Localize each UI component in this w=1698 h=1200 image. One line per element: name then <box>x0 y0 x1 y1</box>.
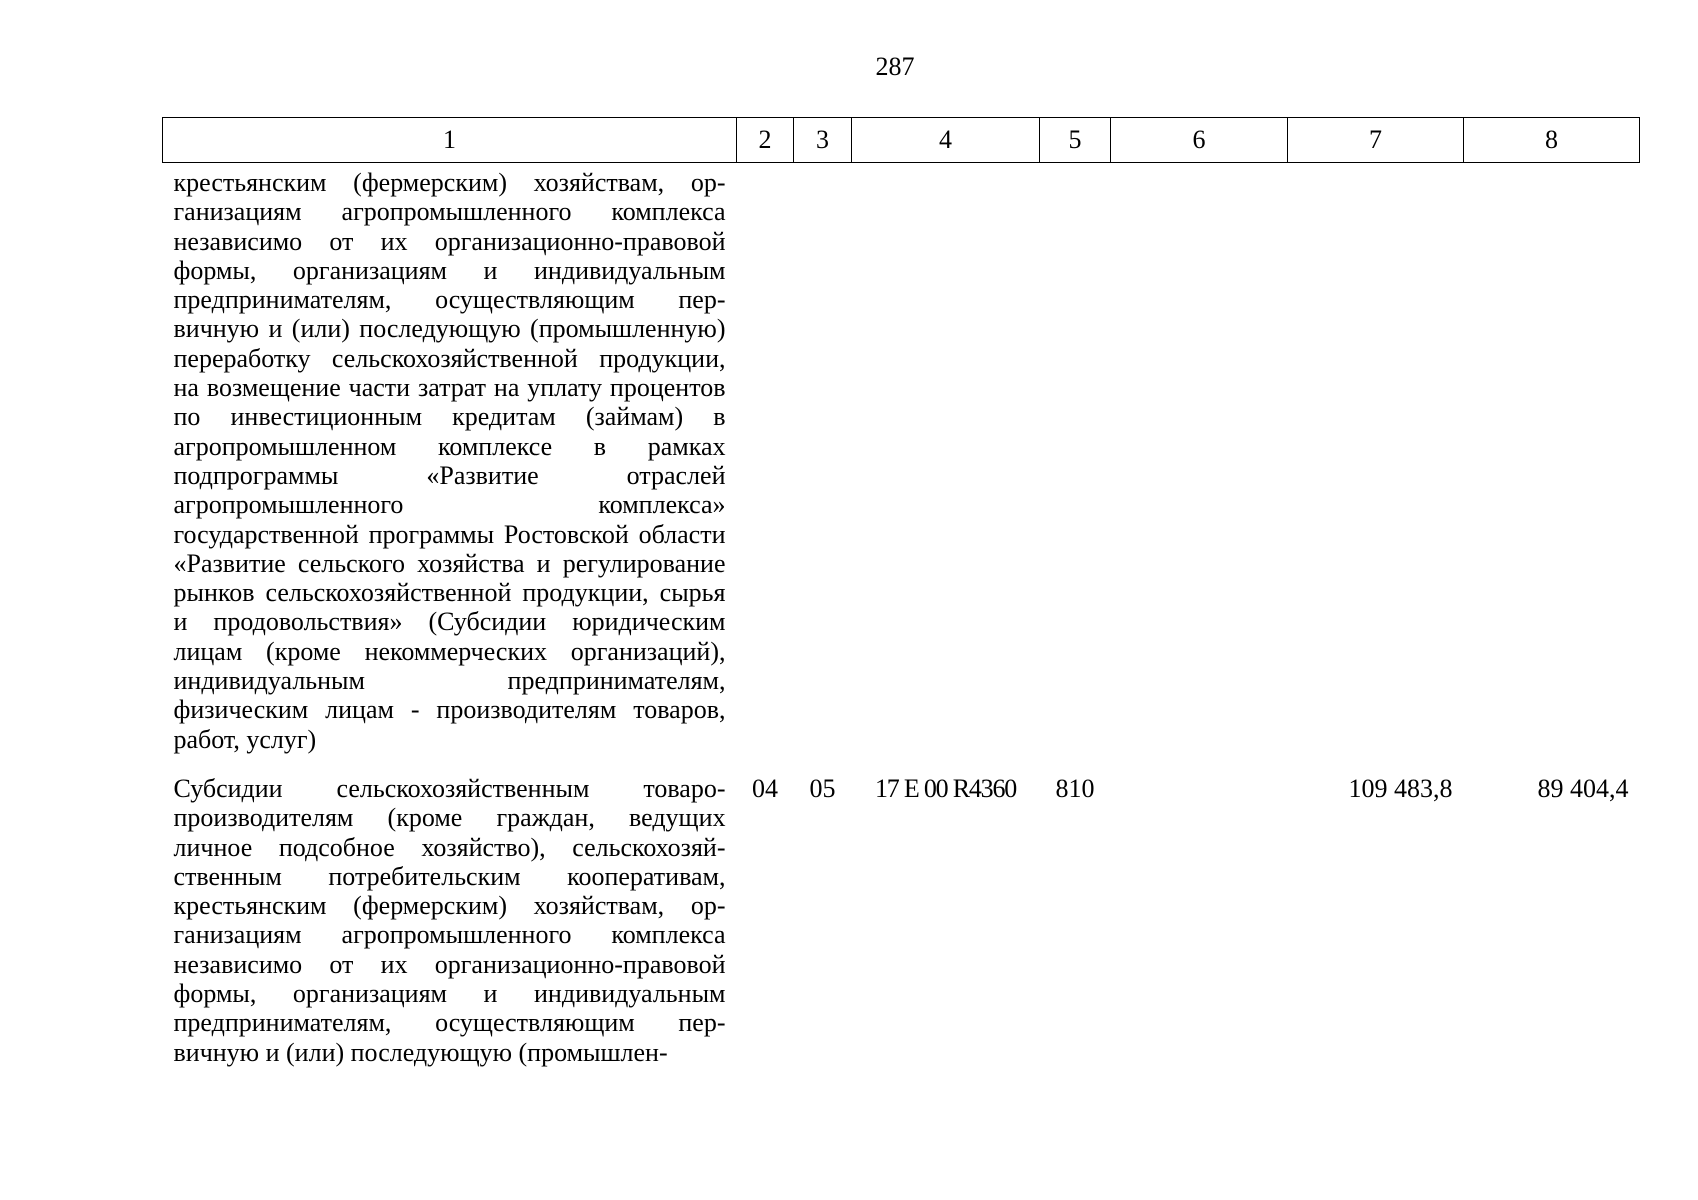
header-row <box>163 118 1640 163</box>
row-col-6 <box>1111 163 1288 754</box>
row-col-7 <box>1288 163 1464 754</box>
row-col-8: 89 404,4 <box>1537 773 1629 803</box>
header-col-1: 1 <box>163 118 737 163</box>
budget-table <box>162 117 1640 1067</box>
header-col-3: 3 <box>794 118 852 163</box>
header-col-5: 5 <box>1040 118 1111 163</box>
page-number: 287 <box>875 52 915 81</box>
header-col-7: 7 <box>1288 118 1464 163</box>
row-subsection: 05 <box>809 773 836 803</box>
header-col-2: 2 <box>737 118 794 163</box>
row-col-8 <box>1464 163 1640 754</box>
row-target-code: 17 Е 00 R4360 <box>874 773 1017 803</box>
row-expense-type: 810 <box>1055 773 1095 803</box>
table-header <box>163 118 1640 163</box>
table-row <box>163 163 1640 754</box>
table-body <box>163 163 1640 1067</box>
row-col-6 <box>1111 754 1288 1067</box>
row-expense-type <box>1040 163 1111 754</box>
row-subsection <box>794 163 852 754</box>
row-description: Субсидии сельскохозяйственным товаропроизводителям (кроме граждан, ведущих личное подсобное хозяйство), сельскохозяйственным потребительским кооперативам, крестьянским (фермерским) хозяйствам, организациям агропромышленного комплекса независимо от их организационно-правовой формы, организациям и индивидуальным предпринимателям, осуществляющим первичную и (или) последующую (промышлен- <box>173 773 726 1067</box>
row-section: 04 <box>752 773 778 803</box>
row-section <box>737 163 794 754</box>
table-row <box>163 754 1640 1067</box>
row-target-code <box>852 163 1040 754</box>
header-col-4: 4 <box>852 118 1040 163</box>
row-col-7: 109 483,8 <box>1348 773 1453 803</box>
header-col-6: 6 <box>1111 118 1288 163</box>
header-col-8: 8 <box>1464 118 1640 163</box>
row-description: крестьянским (фермерским) хозяйствам, организациям агропромышленного комплекса независимо от их организационно-правовой формы, организациям и индивидуальным предпринимателям, осуществляющим первичную и (или) последующую (промышленную) переработку сельскохозяйственной продукции, на возмещение части затрат на уплату процентов по инвестиционным кредитам (займам) в агропромышленном комплексе в рамках подпрограммы «Развитие отраслей агропромышленного комплекса» государственной программы Ростовской области «Развитие сельского хозяйства и регулирование рынков сельскохозяйственной продукции, сырья и продовольствия» (Субсидии юридическим лицам (кроме некоммерческих организаций), индивидуальным предпринимателям, физическим лицам - производителям товаров, работ, услуг) <box>173 168 726 754</box>
